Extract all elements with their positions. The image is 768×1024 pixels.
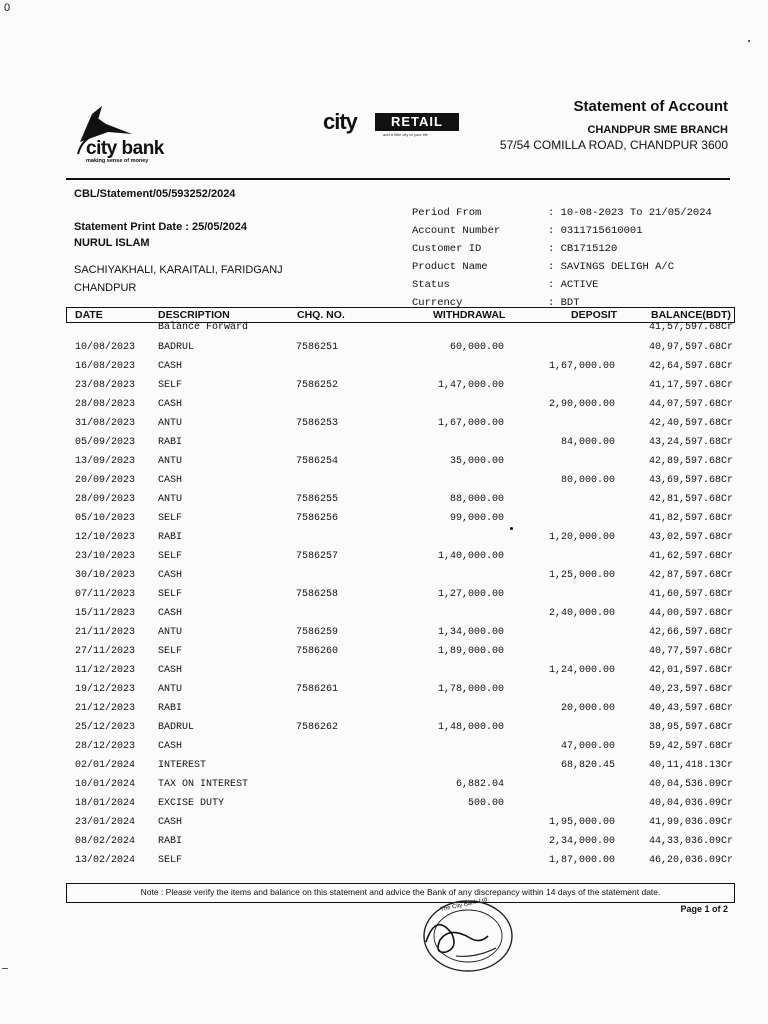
row-description: CASH <box>158 665 183 676</box>
row-withdrawal: 1,48,000.00 <box>437 722 504 733</box>
table-row <box>66 494 733 508</box>
row-description: ANTU <box>158 684 183 695</box>
row-deposit: 80,000.00 <box>560 475 615 486</box>
row-withdrawal: 35,000.00 <box>449 456 504 467</box>
row-date: 12/10/2023 <box>75 532 136 543</box>
row-withdrawal: 99,000.00 <box>449 513 504 524</box>
table-header <box>66 307 735 323</box>
row-balance: 41,57,597.68Cr <box>648 322 733 333</box>
row-description: RABI <box>158 836 183 847</box>
bank-seal-stamp-icon <box>406 898 516 974</box>
row-balance: 38,95,597.68Cr <box>648 722 733 733</box>
page-number: Page 1 of 2 <box>680 904 728 914</box>
row-balance: 44,07,597.68Cr <box>648 399 733 410</box>
col-date-header: DATE <box>75 309 103 321</box>
row-date: 08/02/2024 <box>75 836 136 847</box>
row-balance: 40,43,597.68Cr <box>648 703 733 714</box>
row-date: 25/12/2023 <box>75 722 136 733</box>
row-date: 20/09/2023 <box>75 475 136 486</box>
row-withdrawal: 1,34,000.00 <box>437 627 504 638</box>
table-row <box>66 779 733 793</box>
row-balance: 42,66,597.68Cr <box>648 627 733 638</box>
row-deposit: 1,67,000.00 <box>548 361 615 372</box>
info-value: : 10-08-2023 To 21/05/2024 <box>548 207 712 219</box>
row-balance: 41,60,597.68Cr <box>648 589 733 600</box>
header-rule <box>66 178 730 180</box>
row-balance: 40,04,536.09Cr <box>648 779 733 790</box>
table-row <box>66 646 733 660</box>
col-chq-header: CHQ. NO. <box>297 309 345 321</box>
row-deposit: 47,000.00 <box>560 741 615 752</box>
row-cheque-number: 7586255 <box>296 494 339 505</box>
info-label: Customer ID <box>412 243 482 255</box>
row-description: SELF <box>158 646 183 657</box>
row-date: 07/11/2023 <box>75 589 136 600</box>
table-row <box>66 703 733 717</box>
row-withdrawal: 1,27,000.00 <box>437 589 504 600</box>
row-balance: 40,23,597.68Cr <box>648 684 733 695</box>
row-description: BADRUL <box>158 722 195 733</box>
row-balance: 42,40,597.68Cr <box>648 418 733 429</box>
table-row <box>66 798 733 812</box>
row-date: 18/01/2024 <box>75 798 136 809</box>
customer-address-line1: SACHIYAKHALI, KARAITALI, FARIDGANJ <box>74 264 283 276</box>
table-row <box>66 608 733 622</box>
table-row <box>66 380 733 394</box>
table-row <box>66 361 733 375</box>
branch-block <box>500 123 728 153</box>
col-balance-header: BALANCE(BDT) <box>651 309 731 321</box>
row-balance: 40,04,036.09Cr <box>648 798 733 809</box>
row-balance: 41,62,597.68Cr <box>648 551 733 562</box>
transaction-table <box>66 322 733 872</box>
row-date: 16/08/2023 <box>75 361 136 372</box>
row-withdrawal: 500.00 <box>467 798 504 809</box>
table-row <box>66 684 733 698</box>
row-balance: 41,82,597.68Cr <box>648 513 733 524</box>
row-description: CASH <box>158 475 183 486</box>
row-withdrawal: 1,78,000.00 <box>437 684 504 695</box>
row-balance: 43,24,597.68Cr <box>648 437 733 448</box>
row-deposit: 2,40,000.00 <box>548 608 615 619</box>
row-date: 10/08/2023 <box>75 342 136 353</box>
row-description: RABI <box>158 532 183 543</box>
row-deposit: 1,24,000.00 <box>548 665 615 676</box>
table-row <box>66 760 733 774</box>
row-balance: 40,97,597.68Cr <box>648 342 733 353</box>
table-row <box>66 475 733 489</box>
row-description: CASH <box>158 361 183 372</box>
row-cheque-number: 7586262 <box>296 722 339 733</box>
row-withdrawal: 60,000.00 <box>449 342 504 353</box>
row-description: RABI <box>158 437 183 448</box>
logo-tagline: making sense of money <box>86 158 149 164</box>
info-label: Status <box>412 279 450 291</box>
row-withdrawal: 1,40,000.00 <box>437 551 504 562</box>
row-cheque-number: 7586254 <box>296 456 339 467</box>
row-cheque-number: 7586259 <box>296 627 339 638</box>
info-value: : BDT <box>548 297 580 309</box>
scan-mark <box>2 968 8 969</box>
row-cheque-number: 7586260 <box>296 646 339 657</box>
row-description: ANTU <box>158 627 183 638</box>
row-description: CASH <box>158 570 183 581</box>
row-cheque-number: 7586251 <box>296 342 339 353</box>
row-balance: 42,81,597.68Cr <box>648 494 733 505</box>
row-deposit: 1,20,000.00 <box>548 532 615 543</box>
row-date: 23/08/2023 <box>75 380 136 391</box>
table-row <box>66 836 733 850</box>
row-deposit: 20,000.00 <box>560 703 615 714</box>
row-description: BADRUL <box>158 342 195 353</box>
row-withdrawal: 1,67,000.00 <box>437 418 504 429</box>
row-date: 23/01/2024 <box>75 817 136 828</box>
row-cheque-number: 7586252 <box>296 380 339 391</box>
row-withdrawal: 1,89,000.00 <box>437 646 504 657</box>
row-description: SELF <box>158 589 183 600</box>
col-withdrawal-header: WITHDRAWAL <box>433 309 506 321</box>
row-deposit: 68,820.45 <box>560 760 615 771</box>
info-label: Account Number <box>412 225 501 237</box>
statement-reference: CBL/Statement/05/593252/2024 <box>74 188 236 200</box>
table-row <box>66 437 733 451</box>
table-row <box>66 513 733 527</box>
row-date: 21/12/2023 <box>75 703 136 714</box>
col-description-header: DESCRIPTION <box>158 309 230 321</box>
table-row <box>66 322 733 336</box>
row-deposit: 1,25,000.00 <box>548 570 615 581</box>
row-balance: 40,77,597.68Cr <box>648 646 733 657</box>
row-date: 02/01/2024 <box>75 760 136 771</box>
table-row <box>66 627 733 641</box>
row-date: 30/10/2023 <box>75 570 136 581</box>
table-row <box>66 399 733 413</box>
row-balance: 44,33,036.09Cr <box>648 836 733 847</box>
row-date: 05/10/2023 <box>75 513 136 524</box>
row-description: ANTU <box>158 494 183 505</box>
print-date: Statement Print Date : 25/05/2024 <box>74 221 248 233</box>
row-balance: 42,01,597.68Cr <box>648 665 733 676</box>
row-date: 28/09/2023 <box>75 494 136 505</box>
info-value: : CB1715120 <box>548 243 618 255</box>
row-date: 05/09/2023 <box>75 437 136 448</box>
table-row <box>66 570 733 584</box>
row-description: TAX ON INTEREST <box>158 779 249 790</box>
footer-note: Note : Please verify the items and balance on this statement and advice the Bank of any discrepancy within 14 days of the statement date. <box>66 883 735 903</box>
city-retail-banner <box>323 110 459 140</box>
branch-name: CHANDPUR SME BRANCH <box>587 124 728 136</box>
corner-mark: 0 <box>4 2 11 14</box>
row-description: INTEREST <box>158 760 207 771</box>
info-label: Currency <box>412 297 463 309</box>
table-row <box>66 532 733 546</box>
row-cheque-number: 7586253 <box>296 418 339 429</box>
scan-speck <box>748 40 750 42</box>
row-description: RABI <box>158 703 183 714</box>
table-row <box>66 589 733 603</box>
table-row <box>66 665 733 679</box>
row-date: 27/11/2023 <box>75 646 136 657</box>
row-description: CASH <box>158 608 183 619</box>
row-cheque-number: 7586257 <box>296 551 339 562</box>
retail-city-word: city <box>323 109 357 134</box>
row-balance: 43,69,597.68Cr <box>648 475 733 486</box>
row-balance: 42,89,597.68Cr <box>648 456 733 467</box>
row-balance: 41,17,597.68Cr <box>648 380 733 391</box>
row-withdrawal: 1,47,000.00 <box>437 380 504 391</box>
seal-text: The City Bank Ltd. <box>439 896 490 914</box>
table-row <box>66 551 733 565</box>
row-date: 28/12/2023 <box>75 741 136 752</box>
row-deposit: 2,34,000.00 <box>548 836 615 847</box>
info-value: : SAVINGS DELIGH A/C <box>548 261 675 273</box>
scan-speck <box>510 527 513 530</box>
row-date: 15/11/2023 <box>75 608 136 619</box>
row-deposit: 1,87,000.00 <box>548 855 615 866</box>
row-description: SELF <box>158 513 183 524</box>
customer-address-line2: CHANDPUR <box>74 282 137 294</box>
row-balance: 46,20,036.09Cr <box>648 855 733 866</box>
info-value: : ACTIVE <box>548 279 599 291</box>
row-deposit: 1,95,000.00 <box>548 817 615 828</box>
table-row <box>66 418 733 432</box>
row-date: 19/12/2023 <box>75 684 136 695</box>
row-date: 13/09/2023 <box>75 456 136 467</box>
col-deposit-header: DEPOSIT <box>571 309 618 321</box>
row-description: ANTU <box>158 456 183 467</box>
row-balance: 42,87,597.68Cr <box>648 570 733 581</box>
table-row <box>66 855 733 869</box>
row-deposit: 84,000.00 <box>560 437 615 448</box>
row-balance: 42,64,597.68Cr <box>648 361 733 372</box>
info-label: Period From <box>412 207 482 219</box>
row-withdrawal: 88,000.00 <box>449 494 504 505</box>
row-deposit: 2,90,000.00 <box>548 399 615 410</box>
row-description: CASH <box>158 741 183 752</box>
logo-name: city bank <box>86 138 164 159</box>
retail-word: RETAIL <box>375 113 459 131</box>
table-row <box>66 342 733 356</box>
row-description: SELF <box>158 855 183 866</box>
row-description: SELF <box>158 380 183 391</box>
customer-name: NURUL ISLAM <box>74 237 150 249</box>
row-date: 21/11/2023 <box>75 627 136 638</box>
row-date: 10/01/2024 <box>75 779 136 790</box>
row-description: ANTU <box>158 418 183 429</box>
retail-tagline: add a little city to your life <box>383 132 428 137</box>
row-date: 31/08/2023 <box>75 418 136 429</box>
row-balance: 44,00,597.68Cr <box>648 608 733 619</box>
row-description: EXCISE DUTY <box>158 798 225 809</box>
statement-title: Statement of Account <box>573 98 728 115</box>
row-description: CASH <box>158 817 183 828</box>
row-cheque-number: 7586256 <box>296 513 339 524</box>
row-date: 23/10/2023 <box>75 551 136 562</box>
row-date: 28/08/2023 <box>75 399 136 410</box>
row-cheque-number: 7586261 <box>296 684 339 695</box>
row-cheque-number: 7586258 <box>296 589 339 600</box>
row-balance: 59,42,597.68Cr <box>648 741 733 752</box>
row-balance: 41,99,036.09Cr <box>648 817 733 828</box>
row-balance: 40,11,418.13Cr <box>648 760 733 771</box>
row-balance: 43,02,597.68Cr <box>648 532 733 543</box>
row-date: 13/02/2024 <box>75 855 136 866</box>
table-row <box>66 456 733 470</box>
row-description: SELF <box>158 551 183 562</box>
info-label: Product Name <box>412 261 488 273</box>
branch-address: 57/54 COMILLA ROAD, CHANDPUR 3600 <box>499 138 728 152</box>
table-row <box>66 722 733 736</box>
row-description: CASH <box>158 399 183 410</box>
info-value: : 0311715610001 <box>548 225 643 237</box>
row-date: 11/12/2023 <box>75 665 136 676</box>
row-withdrawal: 6,882.04 <box>455 779 504 790</box>
table-row <box>66 817 733 831</box>
row-description: Balance Forward <box>158 322 249 333</box>
table-row <box>66 741 733 755</box>
